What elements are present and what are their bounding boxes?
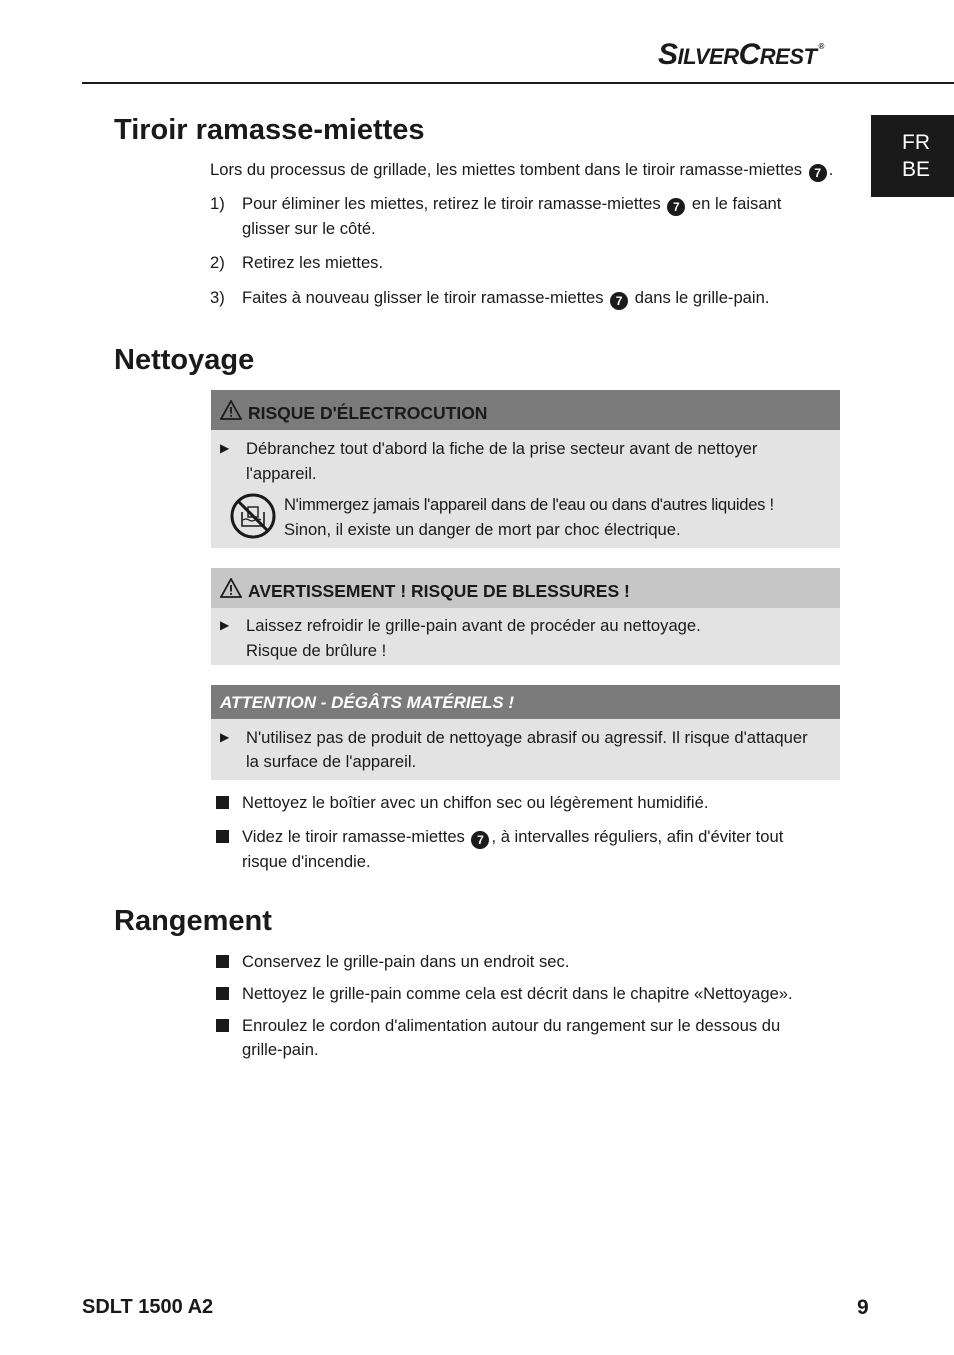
section-title-cleaning: Nettoyage (114, 344, 255, 376)
bullet-text: Nettoyez le grille-pain comme cela est décrit dans le chapitre «Nettoyage». (242, 984, 793, 1003)
warning-heading: AVERTISSEMENT ! RISQUE DE BLESSURES ! (211, 568, 840, 608)
step-text-cont: glisser sur le côté. (242, 219, 376, 238)
ref-7-badge: 7 (471, 831, 489, 849)
bullet-text: Enroulez le cordon d'alimentation autour du rangement sur le dessous du (242, 1016, 781, 1035)
bullet-text: Conservez le grille-pain dans un endroit sec. (242, 952, 570, 971)
footer-page-number: 9 (857, 1296, 869, 1319)
crumb-intro: Lors du processus de grillade, les miettes tombent dans le tiroir ramasse-miettes 7 . (210, 160, 834, 180)
ref-7-badge: 7 (610, 292, 628, 310)
warning-text: Laissez refroidir le grille-pain avant de procéder au nettoyage. (246, 616, 701, 635)
step-text: Faites à nouveau glisser le tiroir ramasse-miettes 7 dans le grille-pain. (242, 288, 770, 308)
bullet-square-icon (216, 1019, 229, 1032)
bullet-square-icon (216, 796, 229, 809)
bullet-square-icon (216, 955, 229, 968)
silvercrest-logo: SILVERCREST ® (658, 38, 824, 71)
ref-7-badge: 7 (667, 198, 685, 216)
bullet-square-icon (216, 830, 229, 843)
bullet-text-cont: risque d'incendie. (242, 852, 371, 871)
arrow-icon: ▶ (220, 730, 230, 744)
attention-heading: ATTENTION - DÉGÂTS MATÉRIELS ! (211, 685, 840, 719)
lang-be: BE (902, 158, 931, 181)
arrow-icon: ▶ (220, 441, 230, 455)
bullet-text-cont: grille-pain. (242, 1040, 319, 1059)
section-title-crumb-tray: Tiroir ramasse-miettes (114, 114, 425, 146)
arrow-icon: ▶ (220, 618, 230, 632)
step-text: Pour éliminer les miettes, retirez le tiroir ramasse-miettes 7 en le faisant (242, 194, 782, 214)
warning-triangle-icon (220, 400, 242, 420)
warning-text: N'immergez jamais l'appareil dans de l'eau ou dans d'autres liquides ! (284, 495, 774, 514)
lang-fr: FR (902, 131, 930, 154)
section-title-storage: Rangement (114, 905, 272, 937)
header-rule (82, 82, 954, 84)
warning-text: Risque de brûlure ! (246, 641, 387, 660)
warning-heading: RISQUE D'ÉLECTROCUTION (211, 390, 840, 430)
warning-text: Sinon, il existe un danger de mort par choc électrique. (284, 520, 681, 539)
attention-text: la surface de l'appareil. (246, 752, 417, 771)
ref-7-badge: 7 (809, 164, 827, 182)
attention-text: N'utilisez pas de produit de nettoyage abrasif ou agressif. Il risque d'attaquer (246, 728, 808, 747)
footer-model: SDLT 1500 A2 (82, 1296, 214, 1318)
warning-text: Débranchez tout d'abord la fiche de la prise secteur avant de nettoyer (246, 439, 758, 458)
warning-text: l'appareil. (246, 464, 317, 483)
step-number: 1) (210, 194, 225, 213)
no-immersion-icon (229, 492, 277, 540)
language-tab (871, 115, 954, 197)
warning-triangle-icon (220, 578, 242, 598)
bullet-square-icon (216, 987, 229, 1000)
step-text: Retirez les miettes. (242, 253, 384, 272)
bullet-text: Nettoyez le boîtier avec un chiffon sec ou légèrement humidifié. (242, 793, 709, 812)
step-number: 2) (210, 253, 225, 272)
bullet-text: Videz le tiroir ramasse-miettes 7 , à intervalles réguliers, afin d'éviter tout (242, 827, 784, 847)
step-number: 3) (210, 288, 225, 307)
